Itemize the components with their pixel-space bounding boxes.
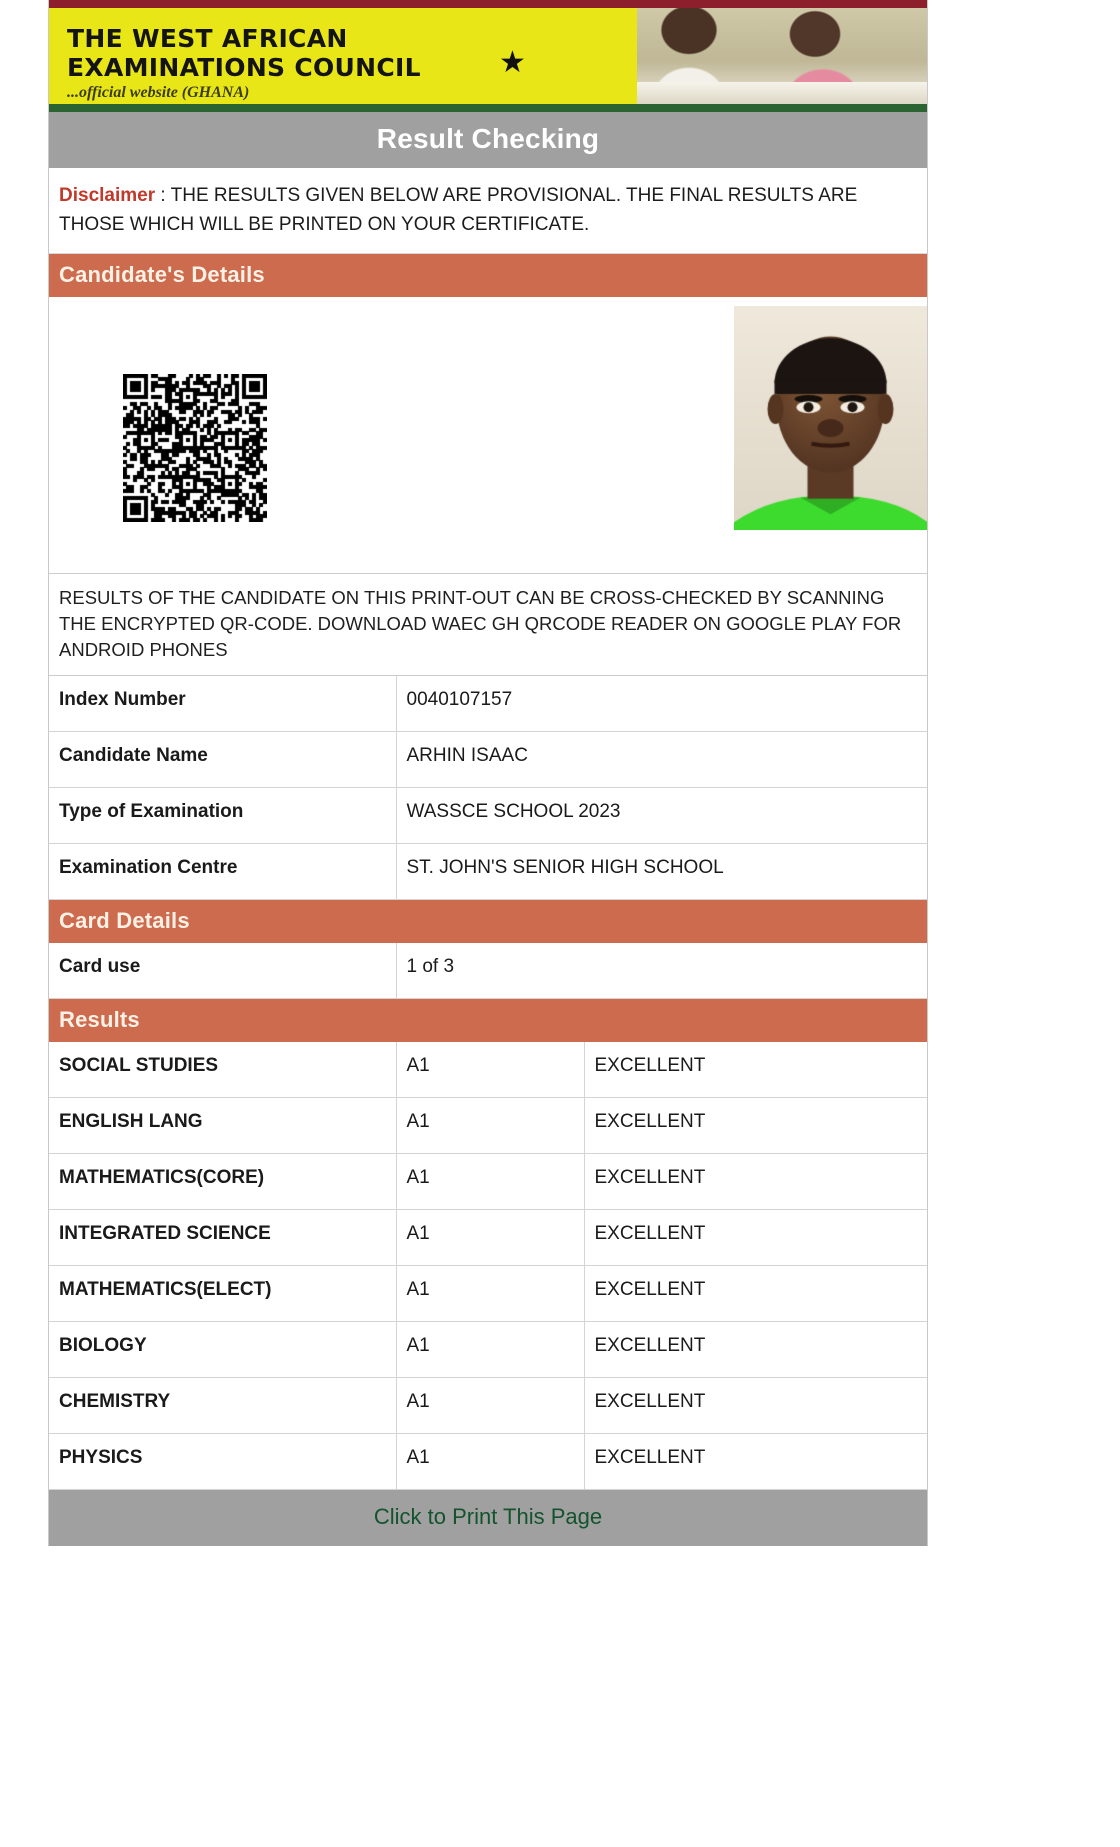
detail-value: 1 of 3: [406, 956, 455, 977]
qr-code-canvas: [123, 374, 267, 522]
table-row: [49, 1154, 927, 1210]
table-row: [49, 1042, 927, 1098]
result-subject: MATHEMATICS(ELECT): [49, 1266, 396, 1322]
table-row: [49, 943, 927, 999]
banner-line-1: THE WEST AFRICAN: [67, 24, 348, 53]
detail-key: Type of Examination: [49, 788, 396, 844]
banner-desk: [637, 82, 927, 104]
result-grade: A1: [396, 1210, 584, 1266]
table-row: [49, 676, 927, 732]
waec-banner: [49, 0, 927, 112]
candidate-photo: [734, 306, 927, 530]
result-subject: MATHEMATICS(CORE): [49, 1154, 396, 1210]
section-header-candidate-details: Candidate's Details: [49, 254, 927, 297]
banner-top-strip: [49, 0, 927, 8]
disclaimer-label: Disclaimer: [59, 185, 156, 206]
table-row: [49, 1322, 927, 1378]
result-remark: EXCELLENT: [594, 1391, 706, 1412]
table-row: [49, 1266, 927, 1322]
section-header-card-details: Card Details: [49, 900, 927, 943]
result-grade: A1: [396, 1154, 584, 1210]
result-grade: A1: [396, 1042, 584, 1098]
result-subject: SOCIAL STUDIES: [49, 1042, 396, 1098]
banner-students-photo: [637, 8, 927, 104]
table-row: [49, 1210, 927, 1266]
result-grade: A1: [396, 1322, 584, 1378]
table-row: [49, 1098, 927, 1154]
result-subject: BIOLOGY: [49, 1322, 396, 1378]
table-row: [49, 732, 927, 788]
result-remark: EXCELLENT: [594, 1447, 706, 1468]
result-subject: PHYSICS: [49, 1434, 396, 1490]
section-header-results: Results: [49, 999, 927, 1042]
detail-value: ARHIN ISAAC: [406, 745, 528, 766]
detail-key: Candidate Name: [49, 732, 396, 788]
banner-bottom-strip: [49, 104, 927, 112]
banner-line-2: EXAMINATIONS COUNCIL: [67, 53, 421, 82]
table-row: [49, 1378, 927, 1434]
result-remark: EXCELLENT: [594, 1335, 706, 1356]
result-subject: ENGLISH LANG: [49, 1098, 396, 1154]
qr-code-icon: [123, 374, 267, 522]
candidate-media-block: [49, 297, 927, 574]
candidate-details-table: [49, 676, 927, 900]
result-subject: INTEGRATED SCIENCE: [49, 1210, 396, 1266]
result-remark: EXCELLENT: [594, 1279, 706, 1300]
disclaimer-separator: :: [155, 185, 171, 206]
result-grade: A1: [396, 1266, 584, 1322]
detail-key: Index Number: [49, 676, 396, 732]
banner-wordmark: [67, 24, 421, 102]
table-row: [49, 844, 927, 900]
results-table: [49, 1042, 927, 1490]
result-remark: EXCELLENT: [594, 1223, 706, 1244]
result-grade: A1: [396, 1378, 584, 1434]
disclaimer: [49, 168, 927, 254]
qr-instruction-text: RESULTS OF THE CANDIDATE ON THIS PRINT-OUT CAN BE CROSS-CHECKED BY SCANNING THE ENCRYPTED QR-CODE. DOWNLOAD WAEC GH QRCODE READER ON GOOGLE PLAY FOR ANDROID PHONES: [49, 574, 927, 676]
detail-value: ST. JOHN'S SENIOR HIGH SCHOOL: [406, 857, 724, 878]
candidate-photo-canvas: [734, 306, 927, 530]
result-remark: EXCELLENT: [594, 1167, 706, 1188]
result-remark: EXCELLENT: [594, 1111, 706, 1132]
result-grade: A1: [396, 1434, 584, 1490]
detail-value: WASSCE SCHOOL 2023: [406, 801, 621, 822]
page-title: Result Checking: [49, 112, 927, 168]
table-row: [49, 1434, 927, 1490]
detail-key: Examination Centre: [49, 844, 396, 900]
black-star-icon: ★: [499, 46, 526, 79]
detail-key: Card use: [49, 943, 396, 999]
banner-body: [49, 8, 927, 104]
card-details-table: [49, 943, 927, 999]
detail-value: 0040107157: [406, 689, 513, 710]
result-grade: A1: [396, 1098, 584, 1154]
content-column: [48, 0, 928, 1546]
banner-subtitle: ...official website (GHANA): [67, 84, 250, 101]
result-remark: EXCELLENT: [594, 1055, 706, 1076]
table-row: [49, 788, 927, 844]
result-subject: CHEMISTRY: [49, 1378, 396, 1434]
print-footer: [49, 1490, 927, 1546]
disclaimer-text: THE RESULTS GIVEN BELOW ARE PROVISIONAL. THE FINAL RESULTS ARE THOSE WHICH WILL BE PRINTED ON YOUR CERTIFICATE.: [59, 185, 858, 235]
print-page-link[interactable]: Click to Print This Page: [373, 1504, 603, 1529]
